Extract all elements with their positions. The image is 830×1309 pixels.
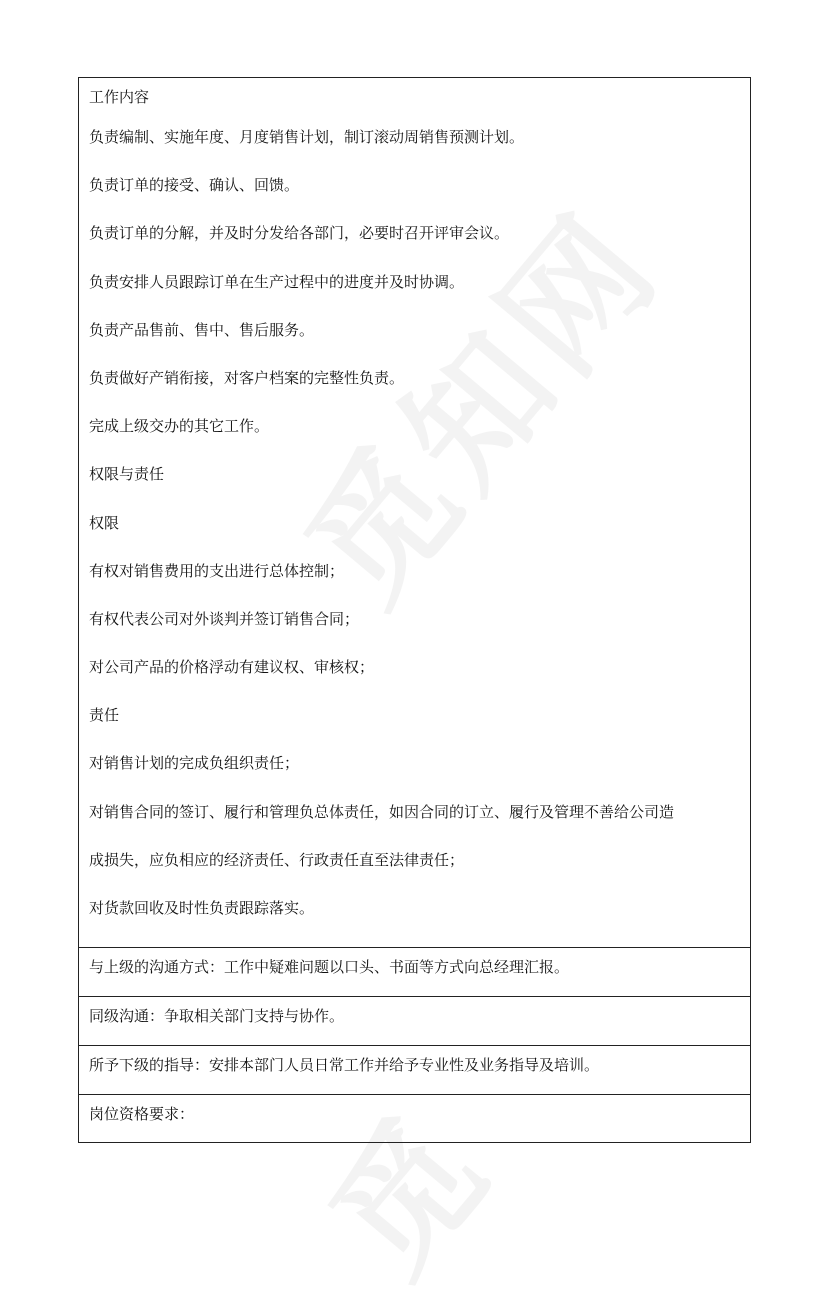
document-table [78,77,751,1143]
qualification-requirements-row: 岗位资格要求： [79,1095,750,1143]
text-line: 负责编制、实施年度、月度销售计划，制订滚动周销售预测计划。 [89,128,525,146]
text-line: 负责订单的分解，并及时分发给各部门，必要时召开评审会议。 [89,224,510,243]
text-line: 对销售计划的完成负组织责任； [89,754,300,773]
text-line: 负责做好产销衔接，对客户档案的完整性负责。 [89,368,405,387]
text-line: 负责产品售前、售中、售后服务。 [89,320,315,339]
section-heading-work-content: 工作内容 [89,88,150,106]
peer-communication-row: 同级沟通：争取相关部门支持与协作。 [79,997,750,1046]
subheading-responsibility: 责任 [89,706,120,725]
subheading-authority: 权限 [89,513,120,532]
text-line: 成损失，应负相应的经济责任、行政责任直至法律责任； [89,850,465,869]
text-line: 对公司产品的价格浮动有建议权、审核权； [89,658,375,677]
text-line: 有权对销售费用的支出进行总体控制； [89,561,345,580]
text-line: 有权代表公司对外谈判并签订销售合同； [89,609,360,628]
text-line: 负责订单的接受、确认、回馈。 [89,176,300,195]
subordinate-guidance-row: 所予下级的指导：安排本部门人员日常工作并给予专业性及业务指导及培训。 [79,1046,750,1095]
text-line: 对货款回收及时性负责跟踪落实。 [89,899,315,917]
text-line: 负责安排人员跟踪订单在生产过程中的进度并及时协调。 [89,272,465,291]
superior-communication-row: 与上级的沟通方式：工作中疑难问题以口头、书面等方式向总经理汇报。 [79,948,750,997]
main-content-cell [79,78,750,948]
text-line: 完成上级交办的其它工作。 [89,417,270,436]
text-line: 对销售合同的签订、履行和管理负总体责任，如因合同的订立、履行及管理不善给公司造 [89,802,675,821]
section-heading-authority-responsibility: 权限与责任 [89,465,165,484]
